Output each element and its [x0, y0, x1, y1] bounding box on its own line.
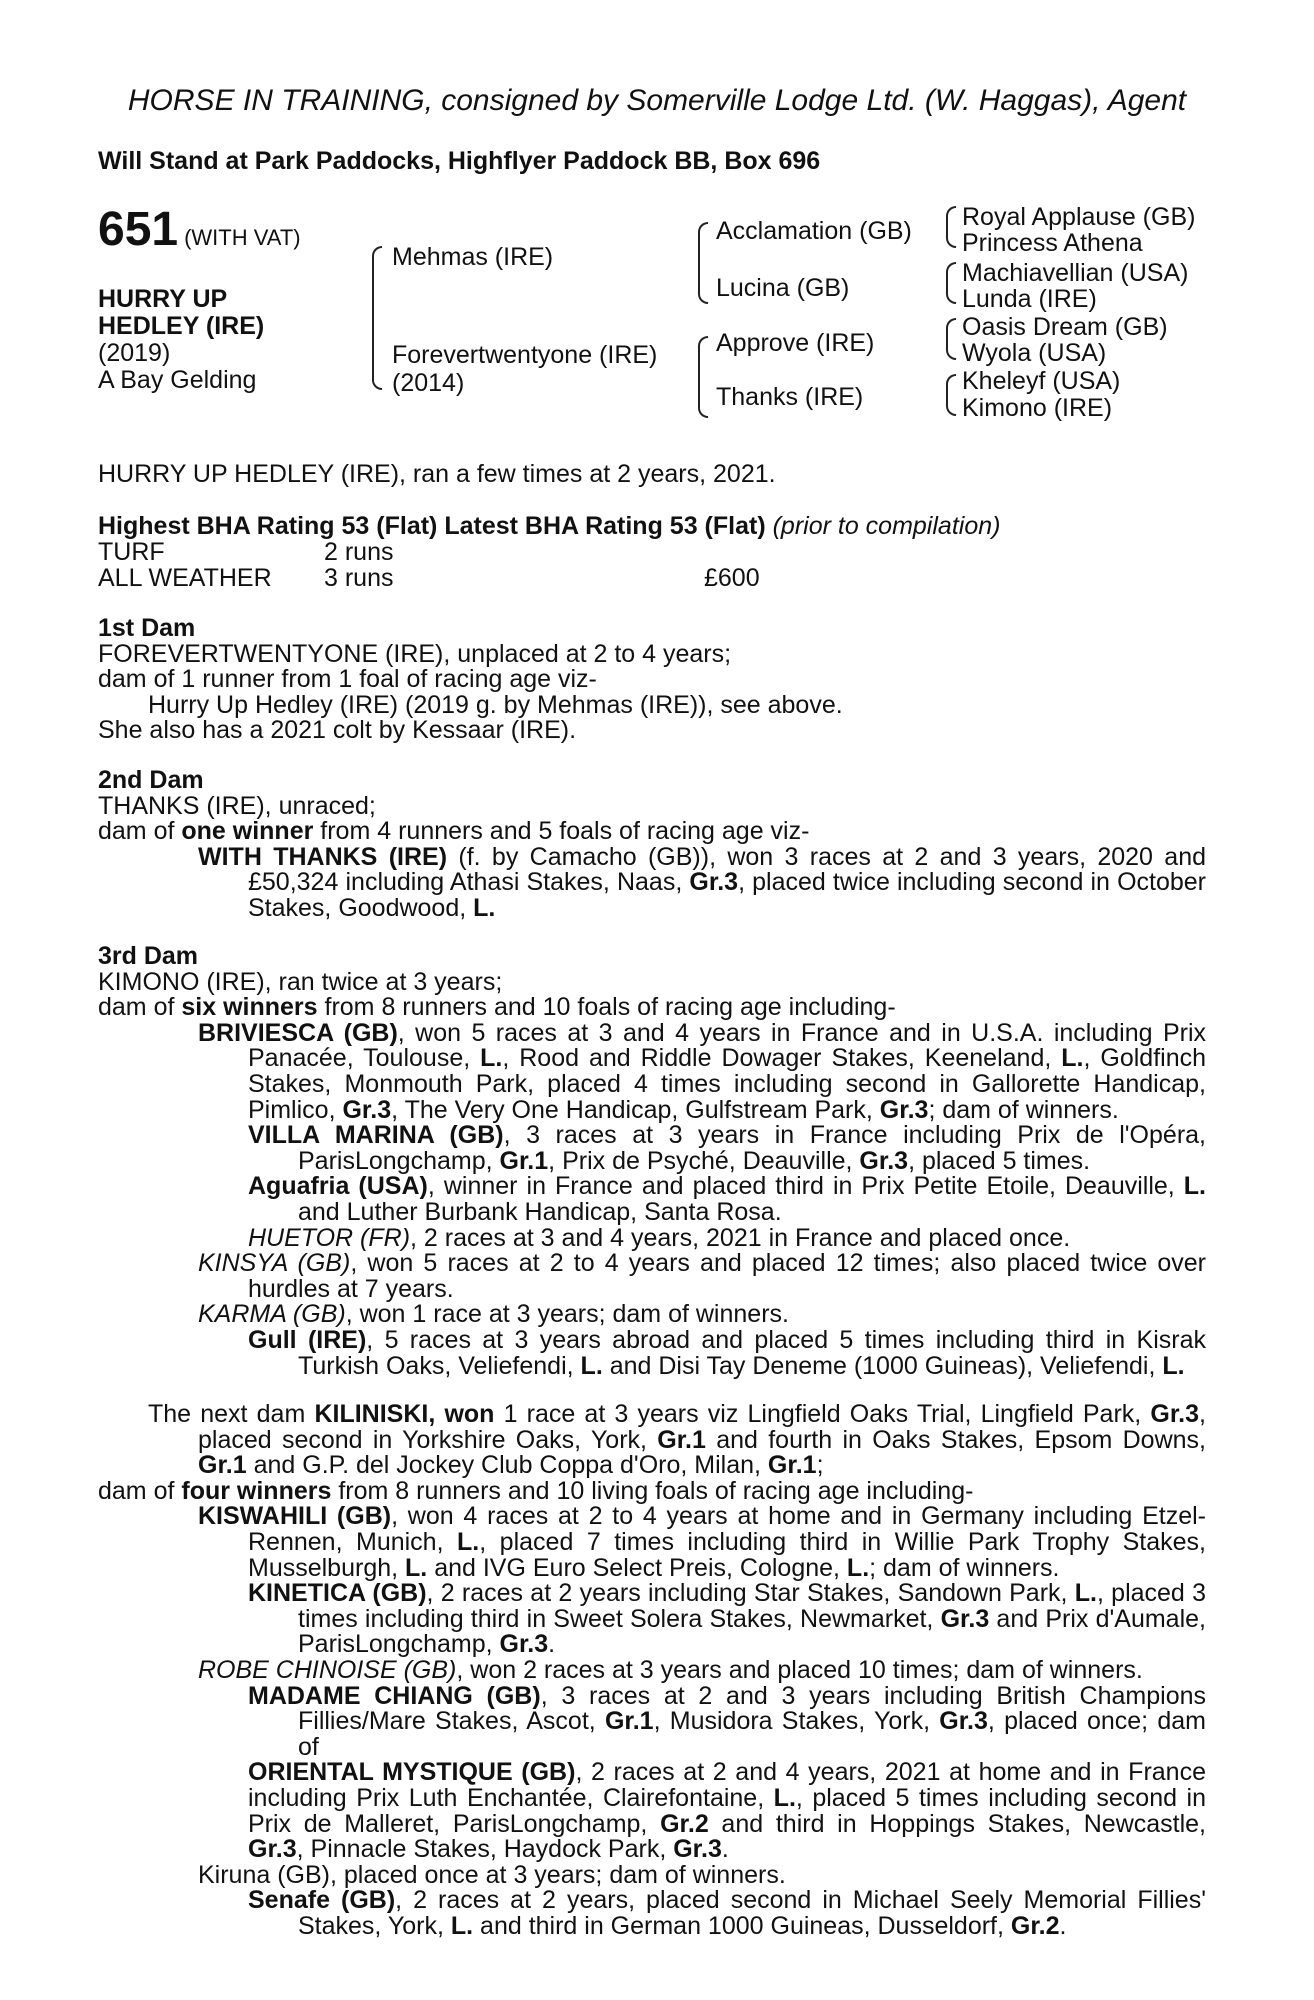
pedigree-brace — [946, 338, 956, 360]
horse-year: (2019) — [98, 339, 171, 367]
all-weather-label: ALL WEATHER — [98, 564, 272, 592]
produce-entry: VILLA MARINA (GB), 3 races at 3 years in France including Prix de l'Opéra, ParisLongchamp, Gr.1, Prix de Psyché, Deauville, Gr.3, placed 5 times. — [248, 1121, 1206, 1175]
pedigree-brace — [698, 336, 708, 378]
all-weather-prize: £600 — [704, 564, 760, 592]
horse-name-line2: HEDLEY (IRE) — [98, 312, 265, 340]
produce-entry: Kiruna (GB), placed once at 3 years; dam of winners. — [198, 1860, 786, 1889]
produce-entry: BRIVIESCA (GB), won 5 races at 3 and 4 years in France and in U.S.A. including Prix Panacée, Toulouse, L., Rood and Riddle Dowager Stakes, Keeneland, L., Goldfinch Stakes, Monmouth Park, placed 4 times including second in Gallorette Handicap, Pimlico, Gr.3, The Very One Handicap, Gulfstream Park, Gr.3; dam of winners. — [198, 1018, 1207, 1124]
bha-rating — [98, 512, 1000, 541]
next-dam-section — [98, 1402, 1206, 1939]
sire: Mehmas (IRE) — [392, 243, 554, 271]
produce-entry: KISWAHILI (GB), won 4 races at 2 to 4 years at home and in Germany including Etzel-Rennen, Munich, L., placed 7 times including third in Willie Park Trophy Stakes, Musselburgh, L. and IVG Euro Select Preis, Cologne, L.; dam of winners. — [198, 1502, 1207, 1582]
pedigree-brace — [946, 206, 956, 228]
first-dam-section — [98, 616, 1206, 744]
produce-entry: MADAME CHIANG (GB), 3 races at 2 and 3 years including British Champions Fillies/Mare Stakes, Ascot, Gr.1, Musidora Stakes, York, Gr.3, placed once; dam of — [248, 1681, 1206, 1761]
turf-runs: 2 runs — [324, 538, 394, 566]
horse-details — [98, 286, 264, 394]
dam-sire: Approve (IRE) — [716, 329, 875, 357]
produce-entry: Aguafria (USA), winner in France and placed third in Prix Petite Etoile, Deauville, L. and Luther Burbank Handicap, Santa Rosa. — [248, 1172, 1206, 1226]
produce-entry: ORIENTAL MYSTIQUE (GB), 2 races at 2 and 4 years, 2021 at home and in France including Prix Luth Enchantée, Clairefontaine, L., placed 5 times including second in Prix de Malleret, ParisLongchamp, Gr.2 and third in Hoppings Stakes, Newcastle, Gr.3, Pinnacle Stakes, Haydock Park, Gr.3. — [248, 1758, 1206, 1864]
first-dam-line: dam of 1 runner from 1 foal of racing age viz- — [98, 665, 597, 694]
pedigree-brace — [946, 262, 956, 284]
second-dam-section — [98, 768, 1206, 922]
sire-dam: Lucina (GB) — [716, 274, 850, 302]
sire-dam-dam: Lunda (IRE) — [962, 285, 1097, 313]
produce-entry: WITH THANKS (IRE) (f. by Camacho (GB)), won 3 races at 2 and 3 years, 2020 and £50,324 including Athasi Stakes, Naas, Gr.3, placed twice including second in October Stakes, Goodwood, L. — [198, 842, 1207, 922]
produce-entry: KINSYA (GB), won 5 races at 2 to 4 years and placed 12 times; also placed twice over hurdles at 7 years. — [198, 1249, 1207, 1303]
pedigree-brace — [698, 222, 708, 264]
pedigree-brace — [372, 246, 382, 326]
pedigree-brace — [946, 282, 956, 304]
produce-entry: Senafe (GB), 2 races at 2 years, placed second in Michael Seely Memorial Fillies' Stakes, York, L. and third in German 1000 Guineas, Dusseldorf, Gr.2. — [248, 1886, 1206, 1940]
next-dam-line: dam of four winners from 8 runners and 10 living foals of racing age including- — [98, 1476, 974, 1505]
dam-year: (2014) — [392, 369, 465, 397]
pedigree-brace — [698, 376, 708, 418]
pedigree-brace — [946, 318, 956, 340]
next-dam-line: The next dam KILINISKI, won 1 race at 3 years viz Lingfield Oaks Trial, Lingfield Park, Gr.3, placed second in Yorkshire Oaks, York, Gr.1 and fourth in Oaks Stakes, Epsom Downs, Gr.1 and G.P. del Jockey Club Coppa d'Oro, Milan, Gr.1; — [148, 1400, 1206, 1480]
lot-number-value: 651 — [98, 203, 179, 256]
all-weather-runs: 3 runs — [324, 564, 394, 592]
page-header: HORSE IN TRAINING, consigned by Somerville Lodge Ltd. (W. Haggas), Agent — [127, 84, 1187, 117]
pedigree-brace — [698, 262, 708, 304]
first-dam-produce: Hurry Up Hedley (IRE) (2019 g. by Mehmas (IRE)), see above. — [148, 690, 843, 719]
horse-name-line1: HURRY UP — [98, 285, 228, 313]
horse-description: A Bay Gelding — [98, 366, 257, 394]
pedigree-brace — [946, 226, 956, 248]
turf-label: TURF — [98, 538, 165, 566]
dam: Forevertwentyone (IRE) — [392, 341, 658, 369]
sire-dam-sire: Machiavellian (USA) — [962, 259, 1189, 287]
pedigree-brace — [946, 394, 956, 416]
produce-entry: HUETOR (FR), 2 races at 3 and 4 years, 2021 in France and placed once. — [248, 1223, 1071, 1252]
sire-sire-dam: Princess Athena — [962, 229, 1143, 257]
third-dam-line: dam of six winners from 8 runners and 10 foals of racing age including- — [98, 993, 896, 1022]
produce-entry: KINETICA (GB), 2 races at 2 years including Star Stakes, Sandown Park, L., placed 3 times including third in Sweet Solera Stakes, Newmarket, Gr.3 and Prix d'Aumale, ParisLongchamp, Gr.3. — [248, 1579, 1207, 1659]
vat-label: (WITH VAT) — [184, 225, 301, 250]
bha-rating-heading: Highest BHA Rating 53 (Flat) Latest BHA Rating 53 (Flat) — [98, 512, 766, 540]
second-dam-heading: 2nd Dam — [98, 766, 204, 794]
stand-location: Will Stand at Park Paddocks, Highflyer Paddock BB, Box 696 — [98, 147, 821, 175]
race-summary: HURRY UP HEDLEY (IRE), ran a few times at 2 years, 2021. — [98, 460, 776, 488]
dam-sire-dam: Wyola (USA) — [962, 339, 1107, 367]
pedigree-brace — [946, 374, 956, 396]
pedigree-brace — [372, 324, 382, 390]
dam-dam: Thanks (IRE) — [716, 383, 864, 411]
sire-sire: Acclamation (GB) — [716, 217, 912, 245]
produce-entry: KARMA (GB), won 1 race at 3 years; dam of winners. — [198, 1300, 789, 1329]
third-dam-line: KIMONO (IRE), ran twice at 3 years; — [98, 967, 503, 996]
second-dam-line: dam of one winner from 4 runners and 5 foals of racing age viz- — [98, 817, 810, 846]
first-dam-line: She also has a 2021 colt by Kessaar (IRE). — [98, 716, 577, 745]
lot-number — [98, 202, 301, 257]
dam-dam-dam: Kimono (IRE) — [962, 394, 1113, 422]
first-dam-line: FOREVERTWENTYONE (IRE), unplaced at 2 to 4 years; — [98, 639, 732, 668]
first-dam-heading: 1st Dam — [98, 614, 196, 642]
produce-entry: ROBE CHINOISE (GB), won 2 races at 3 years and placed 10 times; dam of winners. — [198, 1655, 1143, 1684]
third-dam-heading: 3rd Dam — [98, 942, 199, 970]
bha-rating-note: (prior to compilation) — [772, 512, 1001, 540]
dam-dam-sire: Kheleyf (USA) — [962, 367, 1121, 395]
sire-sire-sire: Royal Applause (GB) — [962, 203, 1196, 231]
dam-sire-sire: Oasis Dream (GB) — [962, 313, 1168, 341]
second-dam-line: THANKS (IRE), unraced; — [98, 791, 376, 820]
produce-entry: Gull (IRE), 5 races at 3 years abroad and placed 5 times including third in Kisrak Turkish Oaks, Veliefendi, L. and Disi Tay Deneme (1000 Guineas), Veliefendi, L. — [248, 1325, 1206, 1380]
third-dam-section — [98, 944, 1206, 1379]
